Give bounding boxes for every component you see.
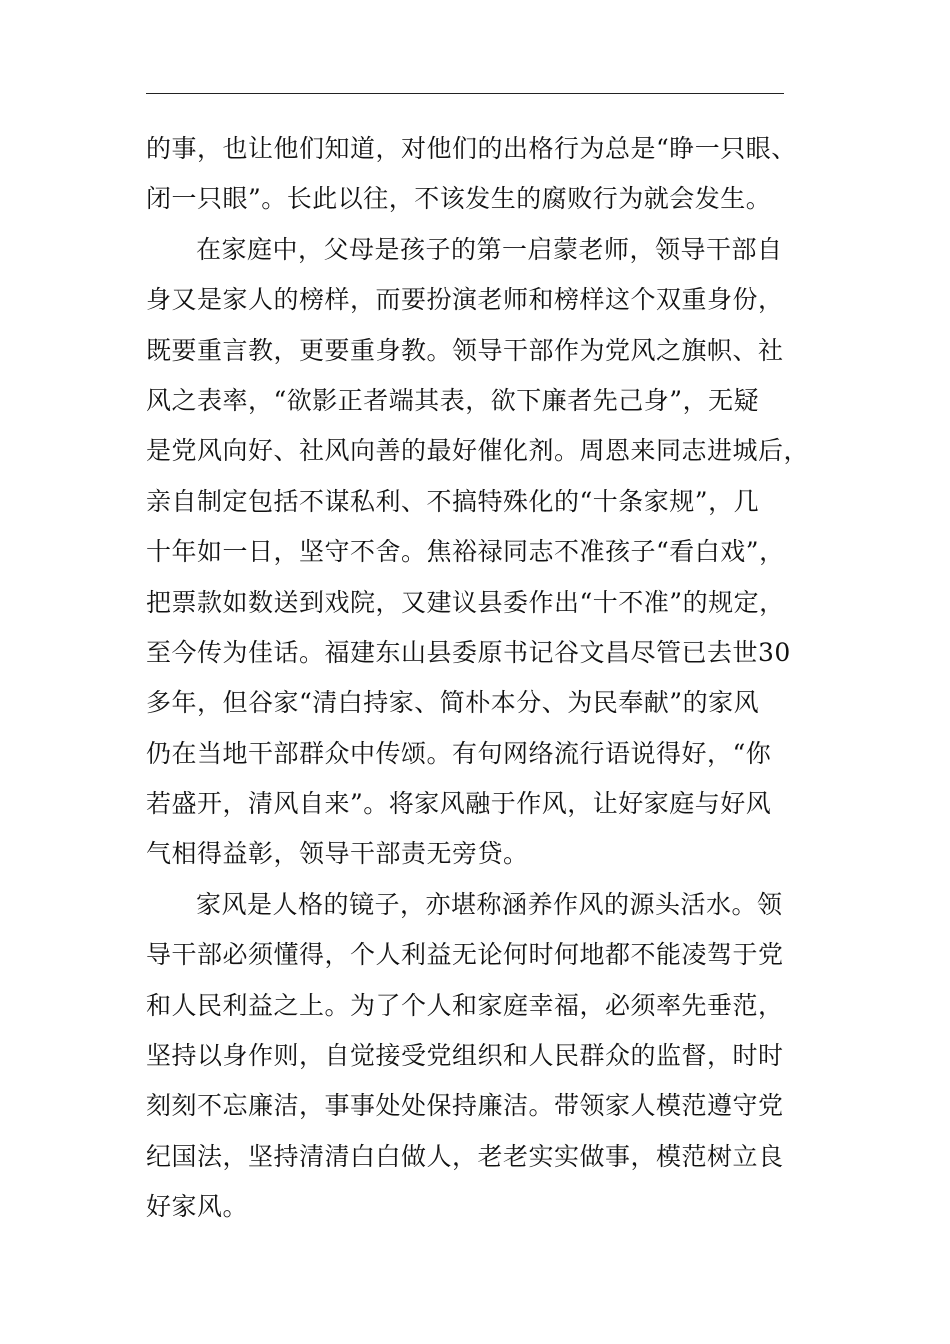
text-line: 仍在当地干部群众中传颂。有句网络流行语说得好，“你	[146, 738, 772, 768]
text-line: 纪国法，坚持清清白白做人，老老实实做事，模范树立良	[146, 1141, 784, 1171]
text-line: 十年如一日，坚守不舍。焦裕禄同志不准孩子“看白戏”，	[146, 537, 785, 567]
text-line: 把票款如数送到戏院，又建议县委作出“十不准”的规定，	[146, 587, 785, 617]
text-line: 的事，也让他们知道，对他们的出格行为总是“睁一只眼、	[146, 134, 797, 163]
text-line: 身又是家人的榜样，而要扮演老师和榜样这个双重身份，	[146, 285, 784, 315]
text-line: 刻刻不忘廉洁，事事处处保持廉洁。带领家人模范遵守党	[146, 1091, 784, 1121]
text-line: 家风是人格的镜子，亦堪称涵养作风的源头活水。领	[196, 889, 783, 919]
text-line: 亲自制定包括不谋私利、不搞特殊化的“十条家规”，几	[146, 486, 760, 516]
text-line: 和人民利益之上。为了个人和家庭幸福，必须率先垂范，	[146, 990, 784, 1020]
text-line: 若盛开，清风自来”。将家风融于作风，让好家庭与好风	[146, 789, 772, 819]
text-line: 闭一只眼”。长此以往，不该发生的腐败行为就会发生。	[146, 184, 772, 214]
text-line: 好家风。	[146, 1192, 249, 1222]
text-line: 风之表率，“欲影正者端其表，欲下廉者先己身”，无疑	[146, 385, 760, 415]
text-line: 气相得益彰，领导干部责无旁贷。	[146, 839, 529, 869]
header-divider	[146, 93, 784, 94]
body-text	[146, 124, 810, 1233]
text-line: 坚持以身作则，自觉接受党组织和人民群众的监督，时时	[146, 1041, 784, 1071]
text-line: 多年，但谷家“清白持家、简朴本分、为民奉献”的家风	[146, 688, 760, 718]
text-line: 是党风向好、社风向善的最好催化剂。周恩来同志进城后，	[146, 436, 810, 466]
text-line: 既要重言教，更要重身教。领导干部作为党风之旗帜、社	[146, 335, 784, 365]
text-line: 在家庭中，父母是孩子的第一启蒙老师，领导干部自	[196, 234, 783, 264]
text-line: 至今传为佳话。福建东山县委原书记谷文昌尽管已去世30	[146, 637, 791, 667]
text-line: 导干部必须懂得，个人利益无论何时何地都不能凌驾于党	[146, 940, 784, 970]
